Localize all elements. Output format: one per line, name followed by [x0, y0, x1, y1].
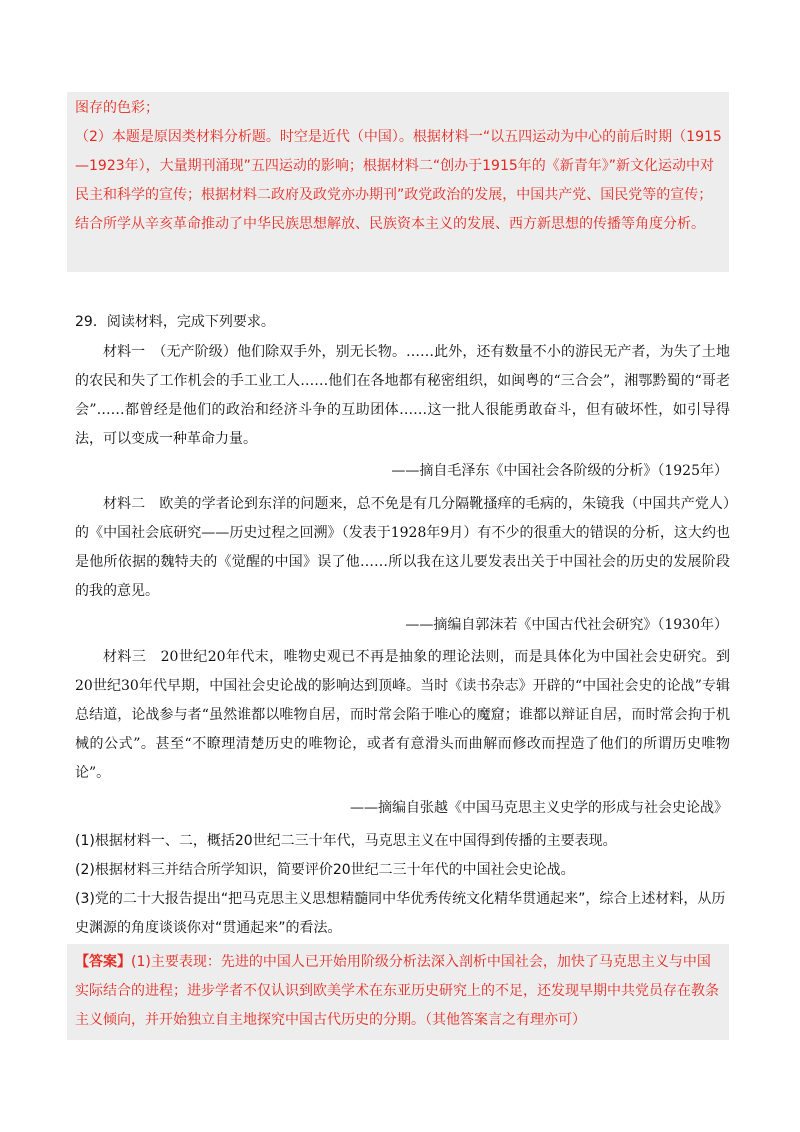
- answer-continuation-block: [67, 92, 729, 272]
- material-one-text: 材料一 （无产阶级）他们除双手外，别无长物。……此外，还有数量不小的游民无产者，为失了土地的农民和失了工作机会的手工业工人……他们在各地都有秘密组织，如闽粤的“三合会”，湘鄂黔蜀的“哥老会”……都曾经是他们的政治和经济斗争的互助团体……这一批人很能勇敢奋斗，但有破坏性，如引导得法，可以变成一种革命力量。: [75, 344, 730, 447]
- material-three-text: 材料三 20世纪20年代末，唯物史观已不再是抽象的理论法则，而是具体化为中国社会史研究。到20世纪30年代早期，中国社会史论战的影响达到顶峰。当时《读书杂志》开辟的“中国社会史的论战”专辑总结道，论战参与者“虽然谁都以唯物自居，而时常会陷于唯心的魔窟；谁都以辩证自居，而时常会拘于机械的公式”。甚至“不瞭理清楚历史的唯物论，或者有意滑头而曲解而修改而捏造了他们的所谓历史唯物论”。: [75, 649, 730, 781]
- subquestion-2: (2)根据材料三并结合所学知识，简要评价20世纪二三十年代的中国社会史论战。: [75, 862, 575, 878]
- material-two-text: 材料二 欧美的学者论到东洋的问题来，总不免是有几分隔靴搔痒的毛病的，朱镜我（中国共产党人）的《中国社会底研究——历史过程之回溯》（发表于1928年9月）有不少的很重大的错误的分析，这大约也是他所依据的魏特夫的《觉醒的中国》误了他……所以我在这儿要发表出关于中国社会的历史的发展阶段的我的意见。: [75, 496, 730, 599]
- subquestion-1: (1)根据材料一、二，概括20世纪二三十年代，马克思主义在中国得到传播的主要表现。: [75, 833, 617, 849]
- material-two-source: ——摘编自郭沫若《中国古代社会研究》（1930年）: [405, 617, 728, 633]
- material-three-source: ——摘编自张越《中国马克思主义史学的形成与社会史论战》: [350, 800, 728, 816]
- question-title: 29．阅读材料，完成下列要求。: [75, 314, 275, 330]
- subquestion-3: (3)党的二十大报告提出“把马克思主义思想精髓同中华优秀传统文化精华贯通起来”，综合上述材料，从历史渊源的角度谈谈你对“贯通起来”的看法。: [75, 891, 726, 936]
- answer-analysis-paragraph: （2）本题是原因类材料分析题。时空是近代（中国）。根据材料一“以五四运动为中心的前后时期（1915—1923年），大量期刊涌现”五四运动的影响；根据材料二“创办于1915年的《新青年》”新文化运动中对民主和科学的宣传；根据材料二政府及政党亦办期刊”政党政治的发展，中国共产党、国民党等的宣传；结合所学从辛亥革命推动了中华民族思想解放、民族资本主义的发展、西方新思想的传播等角度分析。: [75, 129, 722, 232]
- answer-block: [67, 944, 729, 1040]
- material-two: [75, 490, 730, 606]
- answer-text: (1)主要表现：先进的中国人已开始用阶级分析法深入剖析中国社会，加快了马克思主义与中国实际结合的进程；进步学者不仅认识到欧美学术在东亚历史研究上的不足，还发现早期中共党员存在教条主义倾向，并开始独立自主地探究中国古代历史的分期。（其他答案言之有理亦可）: [75, 954, 719, 1028]
- material-one: [75, 338, 730, 454]
- material-three: [75, 643, 730, 788]
- answer-continuation-line: 图存的色彩；: [75, 100, 159, 116]
- material-one-source: ——摘自毛泽东《中国社会各阶级的分析》（1925年）: [391, 463, 728, 479]
- answer-tag: 【答案】: [75, 954, 131, 970]
